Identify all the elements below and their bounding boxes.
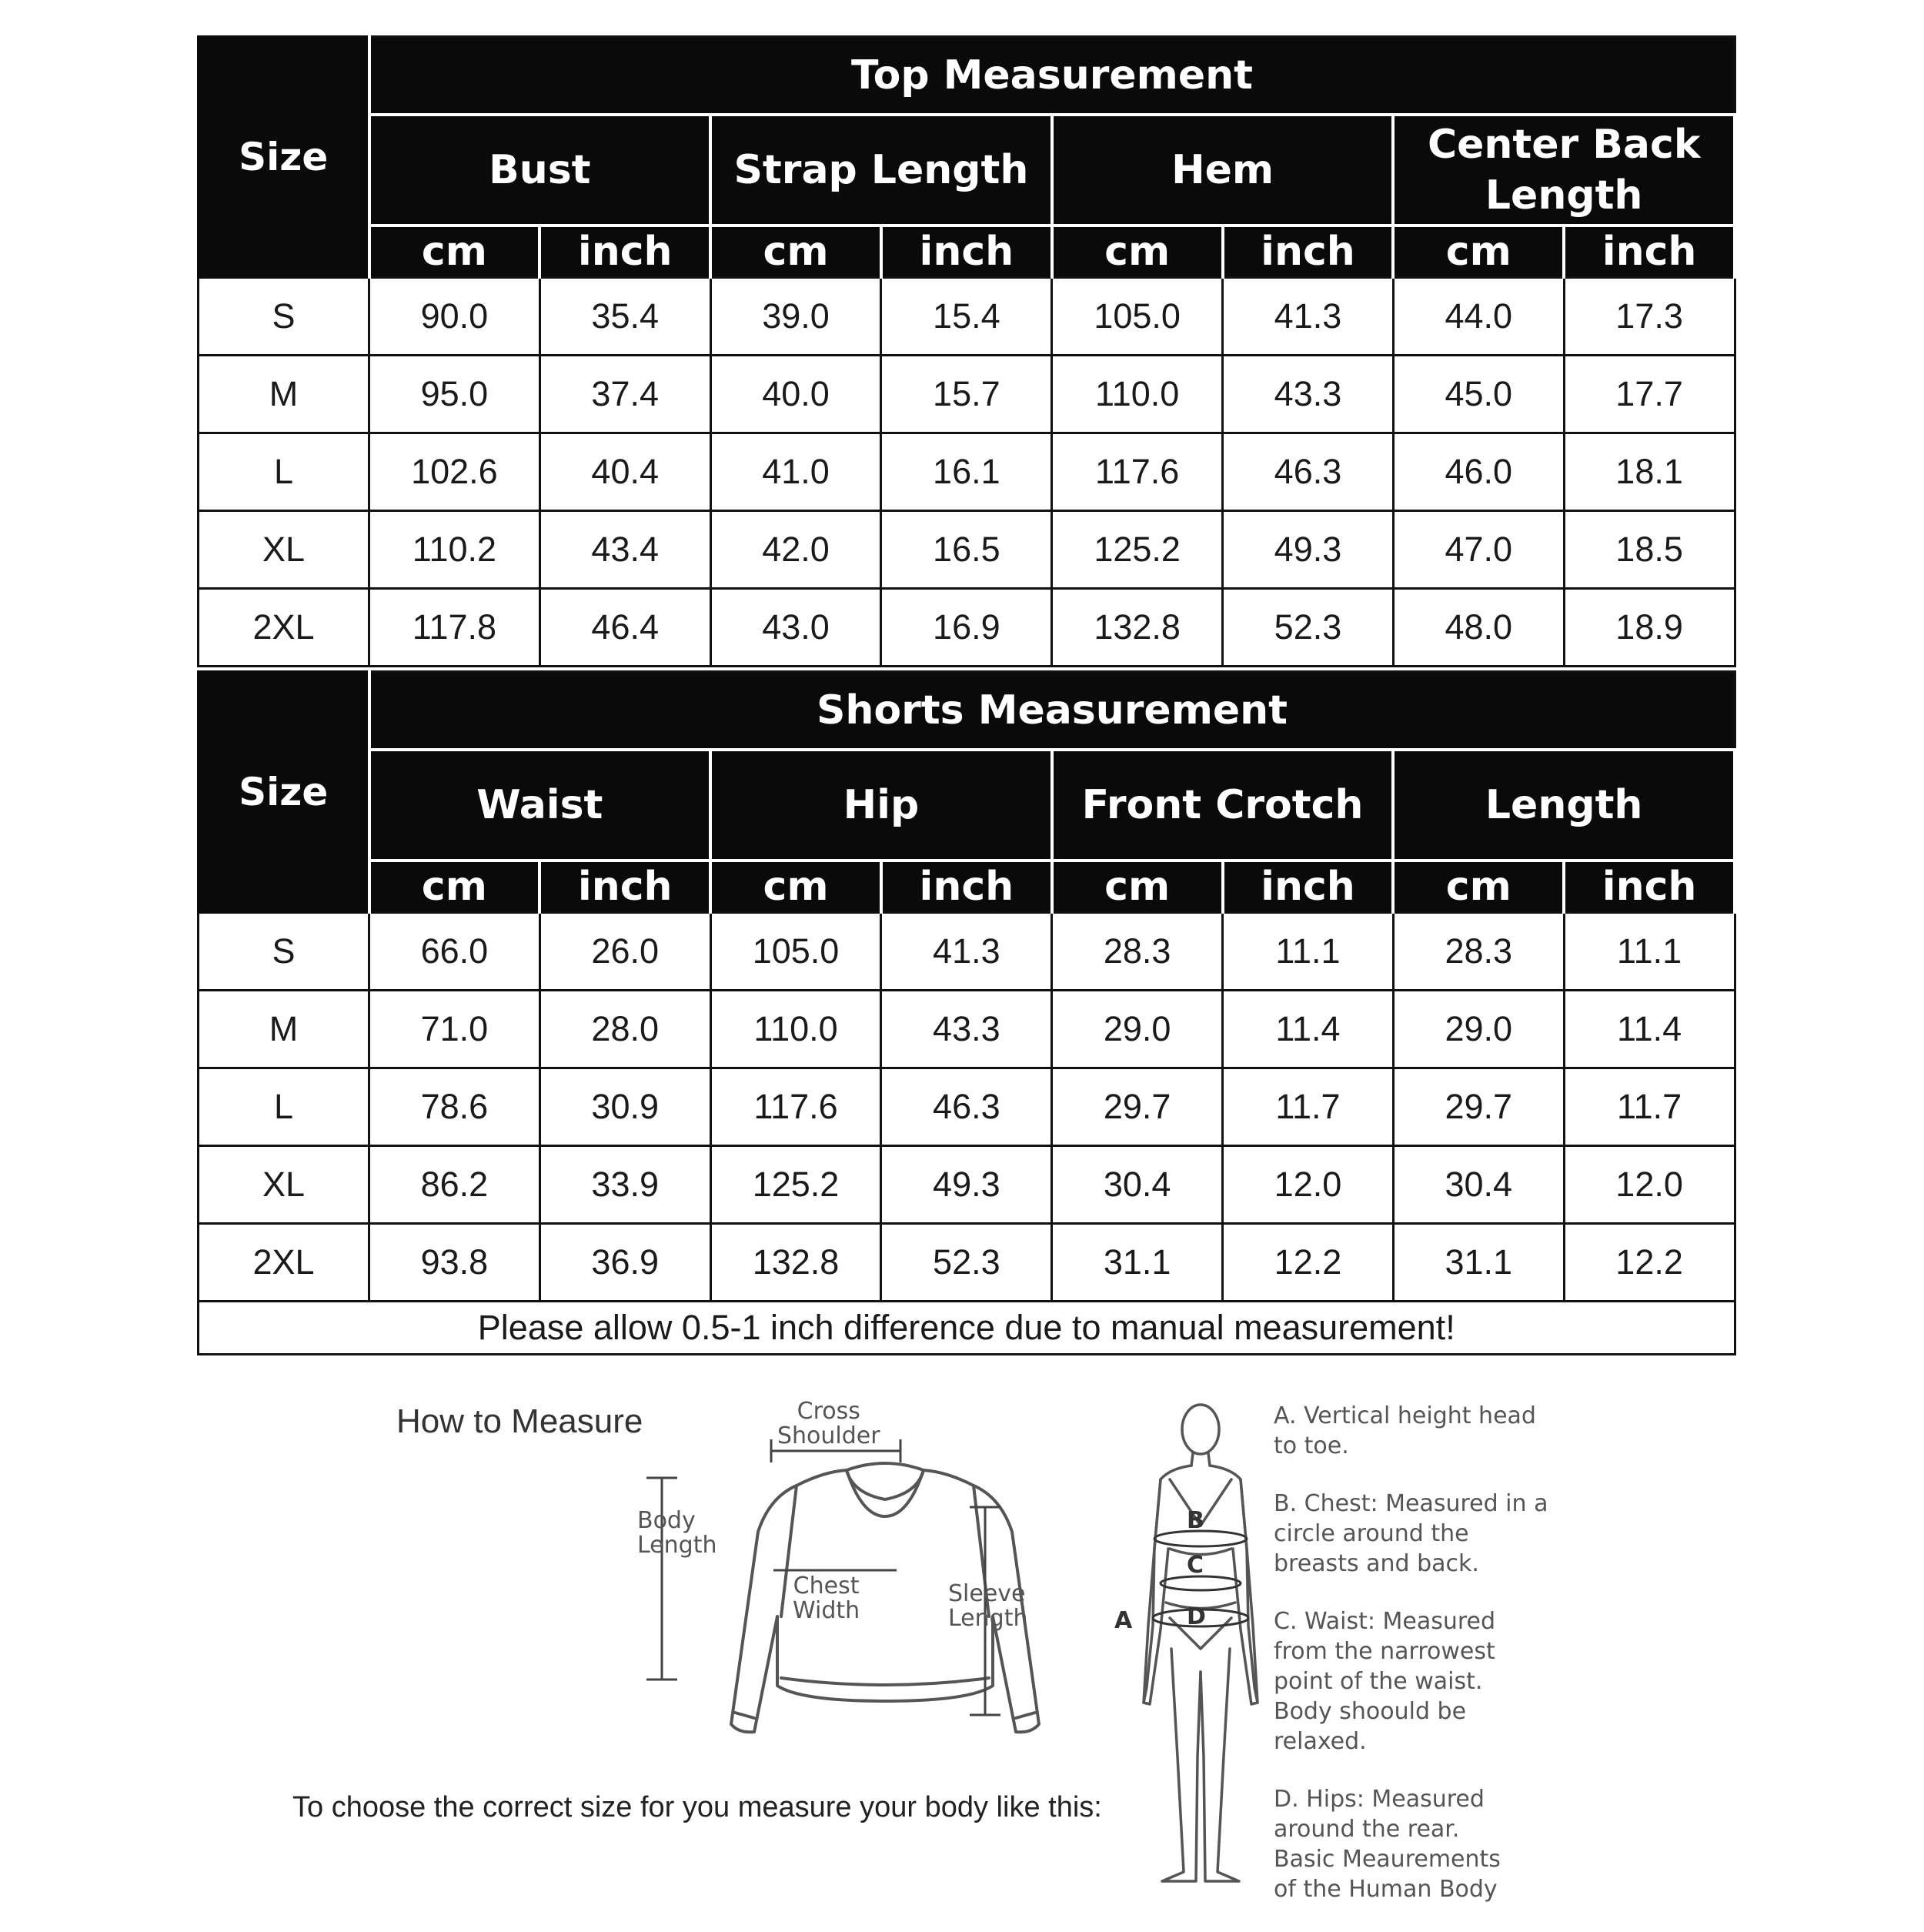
- measurement-cell: 15.4: [881, 278, 1052, 356]
- table-row: [199, 1068, 1735, 1146]
- measurement-cell: 16.9: [881, 589, 1052, 667]
- measurement-cell: 17.3: [1564, 278, 1735, 356]
- table-row: [199, 433, 1735, 511]
- measurement-cell: 95.0: [369, 356, 540, 433]
- measurement-cell: 66.0: [369, 913, 540, 991]
- measurement-cell: 31.1: [1052, 1224, 1223, 1302]
- measurement-cell: 117.8: [369, 589, 540, 667]
- unit-header: cm: [1393, 226, 1564, 278]
- measurement-cell: 30.4: [1052, 1146, 1223, 1224]
- measurement-cell: 86.2: [369, 1146, 540, 1224]
- measurement-cell: 12.2: [1564, 1224, 1735, 1302]
- measurement-cell: 49.3: [881, 1146, 1052, 1224]
- size-cell: S: [199, 278, 369, 356]
- measurement-cell: 46.0: [1393, 433, 1564, 511]
- size-header: Size: [199, 37, 369, 278]
- measurement-cell: 12.2: [1223, 1224, 1394, 1302]
- measurement-cell: 43.0: [710, 589, 881, 667]
- size-cell: 2XL: [199, 1224, 369, 1302]
- table-row: [199, 991, 1735, 1068]
- measurement-cell: 49.3: [1223, 511, 1394, 589]
- shorts-measurement-table: [197, 670, 1736, 1355]
- measurement-cell: 132.8: [710, 1224, 881, 1302]
- guide-item: D. Hips: Measured around the rear. Basic Meaurements of the Human Body: [1274, 1786, 1501, 1903]
- measurement-cell: 125.2: [1052, 511, 1223, 589]
- table-title: Shorts Measurement: [369, 672, 1735, 750]
- size-header: Size: [199, 672, 369, 913]
- measurement-cell: 11.1: [1564, 913, 1735, 991]
- measurement-cell: 31.1: [1393, 1224, 1564, 1302]
- size-cell: S: [199, 913, 369, 991]
- measurement-cell: 132.8: [1052, 589, 1223, 667]
- size-cell: L: [199, 433, 369, 511]
- measurement-cell: 52.3: [881, 1224, 1052, 1302]
- measurement-cell: 43.3: [881, 991, 1052, 1068]
- measurement-cell: 110.2: [369, 511, 540, 589]
- measurement-cell: 40.0: [710, 356, 881, 433]
- measurement-cell: 18.5: [1564, 511, 1735, 589]
- measurement-cell: 44.0: [1393, 278, 1564, 356]
- guide-item: C. Waist: Measured from the narrowest point of the waist. Body shoould be relaxed.: [1274, 1608, 1496, 1755]
- measurement-cell: 117.6: [1052, 433, 1223, 511]
- measurement-cell: 16.5: [881, 511, 1052, 589]
- sweater-diagram-icon: [631, 1398, 1093, 1755]
- measurement-cell: 47.0: [1393, 511, 1564, 589]
- unit-header: cm: [710, 226, 881, 278]
- column-group-header: Waist: [369, 750, 711, 861]
- measurement-cell: 39.0: [710, 278, 881, 356]
- measurement-cell: 26.0: [539, 913, 710, 991]
- measurement-cell: 28.3: [1393, 913, 1564, 991]
- measurement-cell: 93.8: [369, 1224, 540, 1302]
- measurement-cell: 29.7: [1052, 1068, 1223, 1146]
- marker-a: A: [1114, 1607, 1133, 1634]
- size-cell: XL: [199, 511, 369, 589]
- measurement-cell: 29.7: [1393, 1068, 1564, 1146]
- measurement-cell: 28.0: [539, 991, 710, 1068]
- measurement-cell: 110.0: [1052, 356, 1223, 433]
- measurement-cell: 52.3: [1223, 589, 1394, 667]
- measurement-guide-list: [1274, 1401, 1597, 1932]
- measurement-cell: 37.4: [539, 356, 710, 433]
- measurement-cell: 17.7: [1564, 356, 1735, 433]
- measurement-cell: 16.1: [881, 433, 1052, 511]
- unit-header: inch: [539, 861, 710, 913]
- unit-header: cm: [1393, 861, 1564, 913]
- unit-header: inch: [881, 861, 1052, 913]
- measurement-cell: 29.0: [1393, 991, 1564, 1068]
- measurement-cell: 28.3: [1052, 913, 1223, 991]
- choose-size-instruction: To choose the correct size for you measure your body like this:: [292, 1791, 1102, 1823]
- measurement-cell: 46.4: [539, 589, 710, 667]
- measurement-cell: 105.0: [1052, 278, 1223, 356]
- measurement-cell: 30.4: [1393, 1146, 1564, 1224]
- measurement-cell: 11.7: [1223, 1068, 1394, 1146]
- unit-header: inch: [1564, 226, 1735, 278]
- unit-header: cm: [369, 861, 540, 913]
- unit-header: inch: [881, 226, 1052, 278]
- size-cell: 2XL: [199, 589, 369, 667]
- measurement-cell: 12.0: [1223, 1146, 1394, 1224]
- table-title: Top Measurement: [369, 37, 1735, 115]
- measurement-cell: 117.6: [710, 1068, 881, 1146]
- chest-width-label: Chest Width: [793, 1573, 860, 1624]
- table-row: [199, 913, 1735, 991]
- unit-header: cm: [1052, 226, 1223, 278]
- table-row: [199, 589, 1735, 667]
- size-cell: M: [199, 356, 369, 433]
- human-body-diagram-icon: [1124, 1395, 1278, 1887]
- column-group-header: Center Back Length: [1393, 115, 1735, 226]
- how-to-measure-title: How to Measure: [396, 1402, 643, 1440]
- unit-header: cm: [1052, 861, 1223, 913]
- column-group-header: Hip: [710, 750, 1052, 861]
- measurement-cell: 48.0: [1393, 589, 1564, 667]
- table-row: [199, 511, 1735, 589]
- measurement-cell: 42.0: [710, 511, 881, 589]
- marker-d: D: [1187, 1603, 1206, 1630]
- measurement-cell: 125.2: [710, 1146, 881, 1224]
- unit-header: inch: [1223, 861, 1394, 913]
- measurement-cell: 41.0: [710, 433, 881, 511]
- marker-c: C: [1187, 1552, 1204, 1579]
- unit-header: inch: [1564, 861, 1735, 913]
- measurement-cell: 41.3: [881, 913, 1052, 991]
- table-row: [199, 1224, 1735, 1302]
- column-group-header: Bust: [369, 115, 711, 226]
- size-cell: M: [199, 991, 369, 1068]
- measurement-cell: 102.6: [369, 433, 540, 511]
- measurement-cell: 30.9: [539, 1068, 710, 1146]
- unit-header: inch: [1223, 226, 1394, 278]
- size-cell: XL: [199, 1146, 369, 1224]
- measurement-cell: 18.9: [1564, 589, 1735, 667]
- measurement-cell: 12.0: [1564, 1146, 1735, 1224]
- measurement-cell: 11.4: [1223, 991, 1394, 1068]
- measurement-cell: 33.9: [539, 1146, 710, 1224]
- measurement-cell: 15.7: [881, 356, 1052, 433]
- guide-item: A. Vertical height head to toe.: [1274, 1402, 1536, 1459]
- measurement-cell: 36.9: [539, 1224, 710, 1302]
- measurement-cell: 18.1: [1564, 433, 1735, 511]
- measurement-cell: 46.3: [881, 1068, 1052, 1146]
- measurement-cell: 11.7: [1564, 1068, 1735, 1146]
- guide-item: B. Chest: Measured in a circle around the breasts and back.: [1274, 1490, 1548, 1577]
- size-cell: L: [199, 1068, 369, 1146]
- measurement-cell: 43.4: [539, 511, 710, 589]
- unit-header: inch: [539, 226, 710, 278]
- top-measurement-table: [197, 35, 1736, 667]
- unit-header: cm: [710, 861, 881, 913]
- column-group-header: Length: [1393, 750, 1735, 861]
- column-group-header: Strap Length: [710, 115, 1052, 226]
- measurement-cell: 105.0: [710, 913, 881, 991]
- measurement-cell: 41.3: [1223, 278, 1394, 356]
- measurement-cell: 110.0: [710, 991, 881, 1068]
- measurement-cell: 29.0: [1052, 991, 1223, 1068]
- measurement-note: Please allow 0.5-1 inch difference due to manual measurement!: [199, 1302, 1735, 1355]
- unit-header: cm: [369, 226, 540, 278]
- measurement-cell: 71.0: [369, 991, 540, 1068]
- cross-shoulder-label: Cross Shoulder: [777, 1398, 880, 1449]
- table-row: [199, 356, 1735, 433]
- measurement-cell: 45.0: [1393, 356, 1564, 433]
- column-group-header: Hem: [1052, 115, 1394, 226]
- measurement-cell: 43.3: [1223, 356, 1394, 433]
- measurement-cell: 40.4: [539, 433, 710, 511]
- body-length-label: Body Length: [637, 1507, 717, 1559]
- measurement-cell: 46.3: [1223, 433, 1394, 511]
- table-row: [199, 1146, 1735, 1224]
- measurement-cell: 35.4: [539, 278, 710, 356]
- measurement-cell: 11.4: [1564, 991, 1735, 1068]
- sleeve-length-label: Sleeve Length: [948, 1580, 1028, 1632]
- table-row: [199, 278, 1735, 356]
- marker-b: B: [1187, 1507, 1204, 1534]
- measurement-cell: 11.1: [1223, 913, 1394, 991]
- measurement-cell: 78.6: [369, 1068, 540, 1146]
- column-group-header: Front Crotch: [1052, 750, 1394, 861]
- measurement-cell: 90.0: [369, 278, 540, 356]
